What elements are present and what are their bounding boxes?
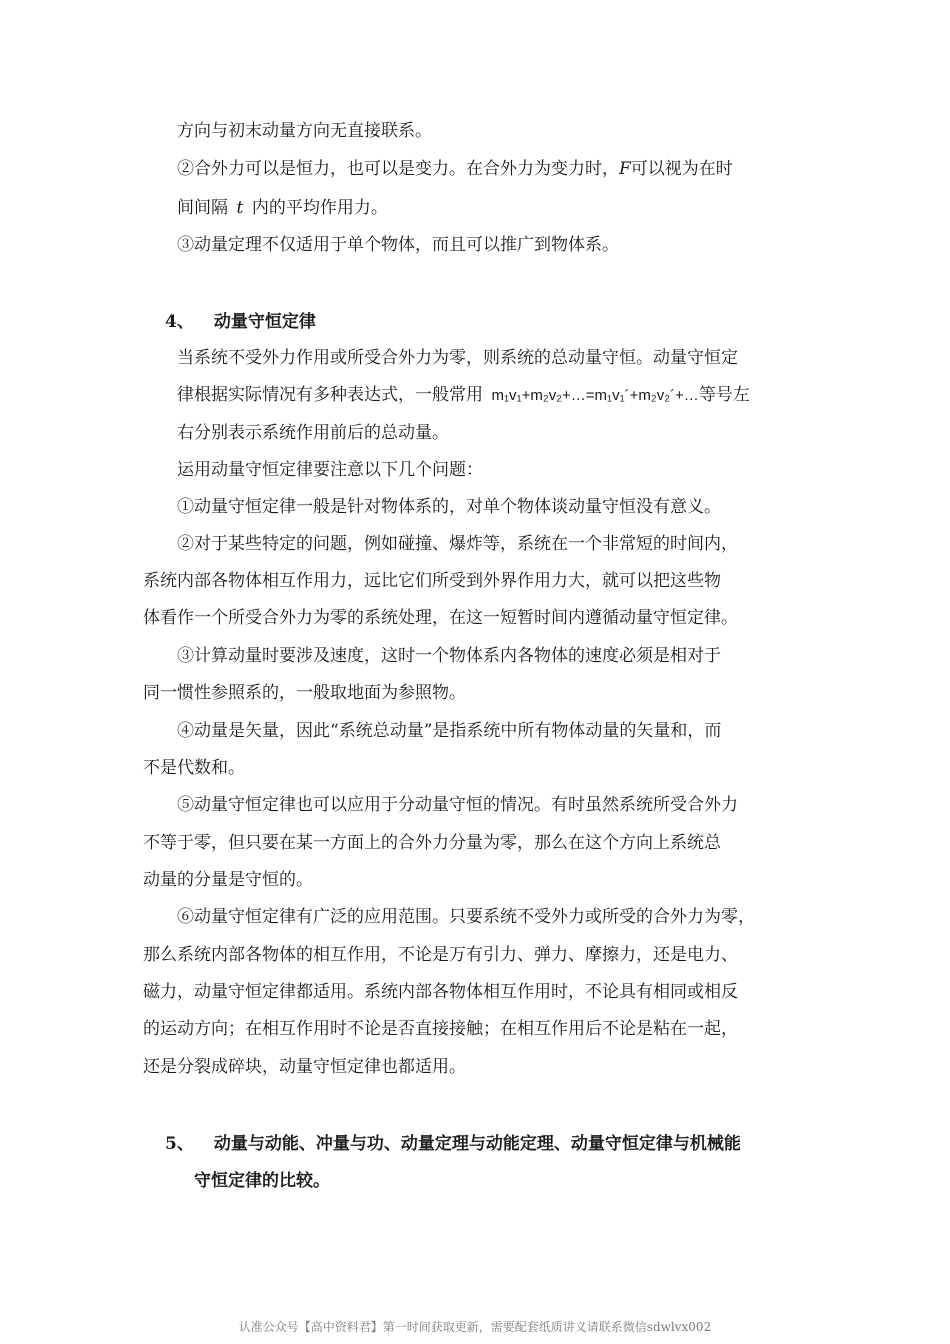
section-heading-continued: 守恒定律的比较。 — [194, 1171, 330, 1191]
section-title: 动量守恒定律 — [213, 312, 316, 332]
text-line: 方向与初末动量方向无直接联系。 — [177, 121, 432, 141]
section-heading — [165, 1133, 950, 1155]
section-number: 5、 — [165, 1134, 194, 1154]
section-number: 4、 — [165, 312, 194, 332]
momentum-formula: m₁v₁+m₂v₂+…=m₁v₁´+m₂v₂´+… — [491, 387, 699, 404]
text-line: 不是代数和。 — [143, 758, 245, 778]
section-title: 动量与动能、冲量与功、动量定理与动能定理、动量守恒定律与机械能 — [213, 1134, 741, 1154]
text-line: ④动量是矢量，因此“系统总动量”是指系统中所有物体动量的矢量和，而 — [177, 721, 722, 741]
text-line: ⑥动量守恒定律有广泛的应用范围。只要系统不受外力或所受的合外力为零， — [177, 907, 755, 927]
text-line: 系统内部各物体相互作用力，远比它们所受到外界作用力大，就可以把这些物 — [143, 571, 721, 591]
text-line: ①动量守恒定律一般是针对物体系的，对单个物体谈动量守恒没有意义。 — [177, 497, 721, 517]
text-line: 动量的分量是守恒的。 — [143, 870, 313, 890]
text-line: 运用动量守恒定律要注意以下几个问题： — [177, 460, 483, 480]
section-heading — [165, 311, 950, 333]
variable-t: t — [236, 198, 244, 218]
text-line: ③动量定理不仅适用于单个物体，而且可以推广到物体系。 — [177, 235, 619, 255]
text-line: 右分别表示系统作用前后的总动量。 — [177, 423, 449, 443]
text-line: 当系统不受外力作用或所受合外力为零，则系统的总动量守恒。动量守恒定 — [177, 348, 738, 368]
text-line: 还是分裂成碎块，动量守恒定律也都适用。 — [143, 1057, 466, 1077]
text-line: 律根据实际情况有多种表达式，一般常用 m₁v₁+m₂v₂+…=m₁v₁´+m₂v₂´+…等号左 — [177, 385, 750, 405]
text-line: 体看作一个所受合外力为零的系统处理，在这一短暂时间内遵循动量守恒定律。 — [143, 608, 738, 628]
text-line: ③计算动量时要涉及速度，这时一个物体系内各物体的速度必须是相对于 — [177, 646, 721, 666]
footer-watermark: 认准公众号【高中资料君】第一时间获取更新，需要配套纸质讲义请联系微信sdwlvx002 — [238, 1320, 712, 1334]
text-line: 同一惯性参照系的，一般取地面为参照物。 — [143, 683, 466, 703]
text-line: 间间隔 t 内的平均作用力。 — [177, 198, 388, 218]
text-line: 磁力，动量守恒定律都适用。系统内部各物体相互作用时，不论具有相同或相反 — [143, 982, 738, 1002]
text-line: ⑤动量守恒定律也可以应用于分动量守恒的情况。有时虽然系统所受合外力 — [177, 795, 738, 815]
text-line: ②对于某些特定的问题，例如碰撞、爆炸等，系统在一个非常短的时间内， — [177, 534, 738, 554]
variable-F: F — [619, 159, 631, 179]
text-line: 的运动方向；在相互作用时不论是否直接接触；在相互作用后不论是粘在一起， — [143, 1019, 738, 1039]
text-line: ②合外力可以是恒力，也可以是变力。在合外力为变力时，F可以视为在时 — [177, 159, 733, 179]
text-line: 那么系统内部各物体的相互作用，不论是万有引力、弹力、摩擦力，还是电力、 — [143, 945, 738, 965]
text-line: 不等于零，但只要在某一方面上的合外力分量为零，那么在这个方向上系统总 — [143, 833, 721, 853]
